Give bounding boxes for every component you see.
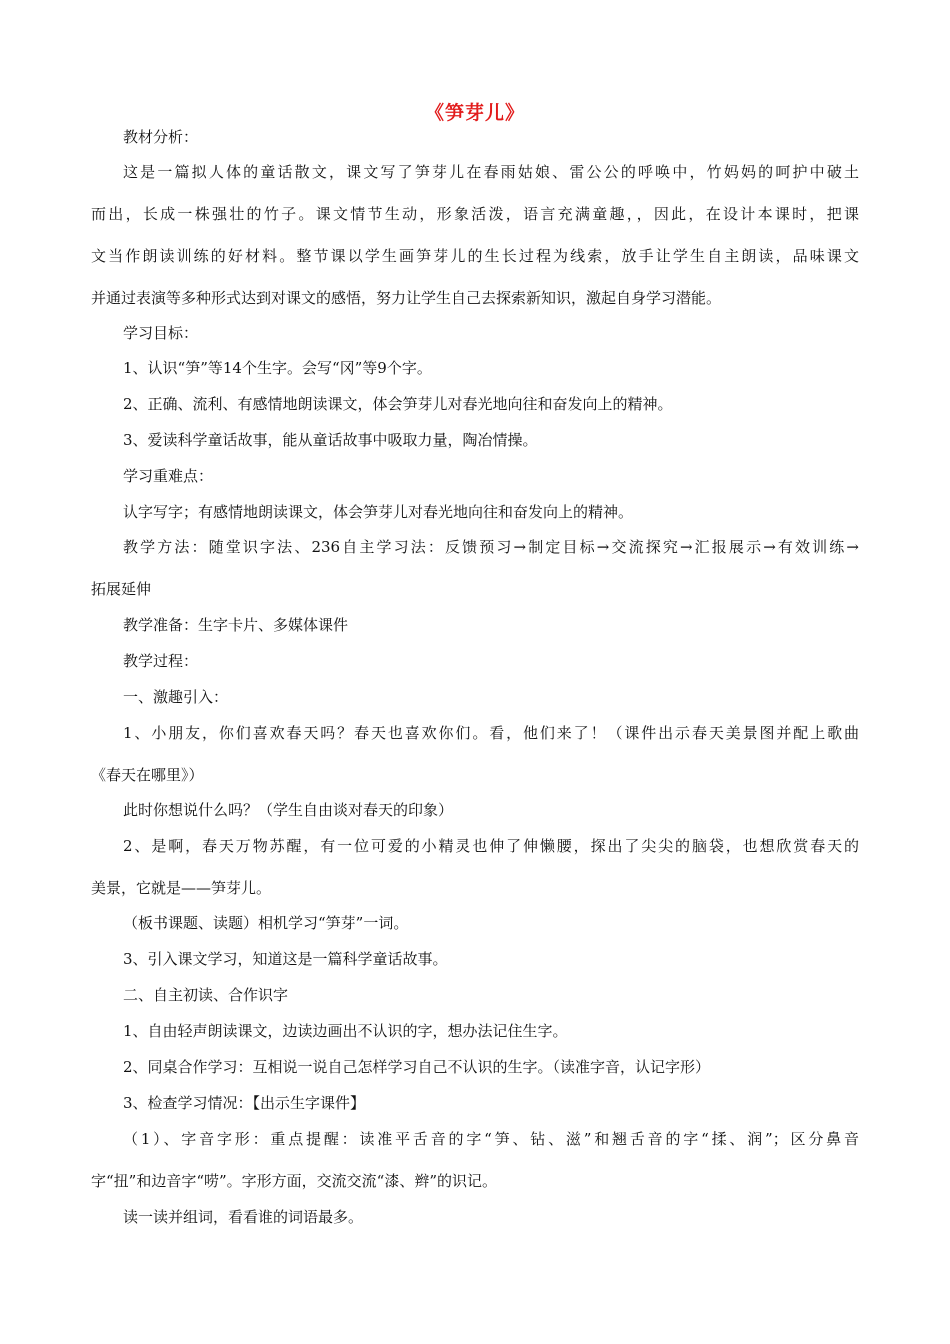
paragraph-line: 这是一篇拟人体的童话散文，课文写了笋芽儿在春雨姑娘、雷公公的呼唤中，竹妈妈的呵护中破土 [123,163,859,181]
key-points-text: 认字写字；有感情地朗读课文，体会笋芽儿对春光地向往和奋发向上的精神。 [123,503,634,521]
paragraph-line: 美景，它就是——笋芽儿。 [91,879,272,897]
paragraph-line: （1）、字音字形：重点提醒：读准平舌音的字“笋、钻、滋”和翘舌音的字“揉、润”；区分鼻音 [123,1130,859,1148]
paragraph-line: 而出，长成一株强壮的竹子。课文情节生动，形象活泼，语言充满童趣，，因此，在设计本课时，把课 [91,205,859,223]
goal-item: 2、正确、流利、有感情地朗读课文，体会笋芽儿对春光地向往和奋发向上的精神。 [123,395,673,413]
paragraph-line: 《春天在哪里》） [91,766,204,784]
heading-key-points: 学习重难点： [123,467,214,485]
paragraph-line: 读一读并组词，看看谁的词语最多。 [123,1208,364,1226]
paragraph-line: 1、自由轻声朗读课文，边读边画出不认识的字，想办法记住生字。 [123,1022,568,1040]
document-title: 《笋芽儿》 [424,102,525,124]
paragraph-line: 1、小朋友，你们喜欢春天吗？春天也喜欢你们。看，他们来了！（课件出示春天美景图并配上歌曲 [123,724,859,742]
paragraph-line: （板书课题、读题）相机学习“笋芽”一词。 [123,914,409,932]
paragraph-line: 2、同桌合作学习：互相说一说自己怎样学习自己不认识的生字。（读准字音，认记字形） [123,1058,711,1076]
goal-item: 1、认识“笋”等14个生字。会写“冈”等9个字。 [123,359,432,377]
section-heading: 二、自主初读、合作识字 [123,986,289,1004]
paragraph-line: 2、是啊，春天万物苏醒，有一位可爱的小精灵也伸了伸懒腰，探出了尖尖的脑袋，也想欣赏春天的 [123,837,859,855]
paragraph-line: 此时你想说什么吗？（学生自由谈对春天的印象） [123,801,454,819]
teaching-methods-cont: 拓展延伸 [91,580,152,598]
paragraph-line: 3、引入课文学习，知道这是一篇科学童话故事。 [123,950,448,968]
goal-item: 3、爱读科学童话故事，能从童话故事中吸取力量，陶冶情操。 [123,431,538,449]
paragraph-line: 3、检查学习情况：【出示生字课件】 [123,1094,366,1112]
heading-textbook-analysis: 教材分析： [123,128,199,146]
section-heading: 一、激趣引入： [123,688,229,706]
paragraph-line: 字“扭”和边音字“唠”。字形方面，交流交流“漆、辫”的识记。 [91,1172,498,1190]
paragraph-line: 并通过表演等多种形式达到对课文的感悟，努力让学生自己去探索新知识，激起自身学习潜能。 [91,289,722,307]
heading-learning-goals: 学习目标： [123,324,199,342]
paragraph-line: 文当作朗读训练的好材料。整节课以学生画笋芽儿的生长过程为线索，放手让学生自主朗读，品味课文 [91,247,859,265]
heading-teaching-process: 教学过程： [123,652,199,670]
teaching-methods: 教学方法：随堂识字法、236自主学习法：反馈预习→制定目标→交流探究→汇报展示→有效训练→ [123,538,859,556]
teaching-preparation: 教学准备：生字卡片、多媒体课件 [123,616,349,634]
